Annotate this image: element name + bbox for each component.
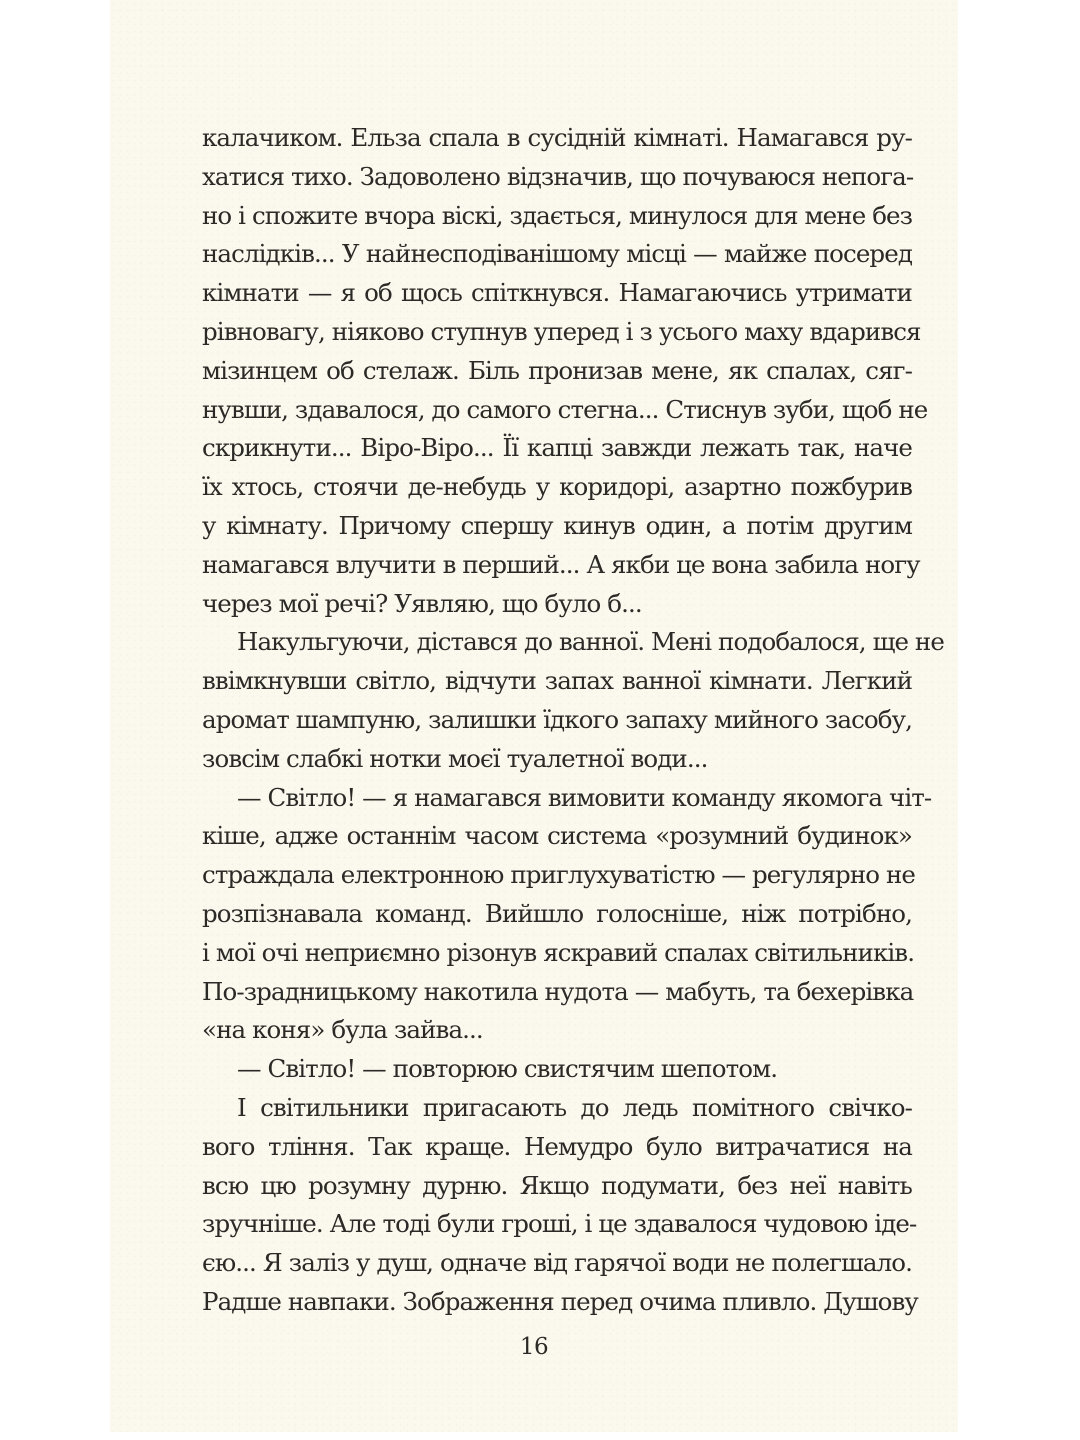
text-line: но і спожите вчора віскі, здається, минулося для мене без <box>202 200 913 230</box>
text-line: аромат шампуню, залишки їдкого запаху мийного засобу, <box>202 704 912 734</box>
text-line: нувши, здавалося, до самого стегна... Стиснув зуби, щоб не <box>202 394 928 424</box>
text-line: їх хтось, стоячи де-небудь у коридорі, азартно пожбурив <box>202 472 912 502</box>
text-line: наслідків... У найнесподіванішому місці — майже посеред <box>202 239 912 269</box>
text-line: — Світло! — повторюю свистячим шепотом. <box>237 1054 778 1084</box>
text-line: Накульгуючи, дістався до ванної. Мені подобалося, ще не <box>237 627 944 657</box>
text-line: мізинцем об стелаж. Біль пронизав мене, як спалах, сяг- <box>202 355 912 385</box>
text-line: калачиком. Ельза спала в сусідній кімнаті. Намагався ру- <box>202 123 912 152</box>
text-line: хатися тихо. Задоволено відзначив, що почуваюся непога- <box>202 161 914 191</box>
text-line: всю цю розумну дурню. Якщо подумати, без неї навіть <box>202 1170 912 1200</box>
text-line: страждала електронною приглухуватістю — регулярно не <box>202 860 916 890</box>
page-number: 16 <box>519 1334 549 1360</box>
text-line: Радше навпаки. Зображення перед очима пливло. Душову <box>202 1286 918 1316</box>
text-line: і мої очі неприємно різонув яскравий спалах світильників. <box>202 937 915 967</box>
book-page <box>110 0 958 1432</box>
text-line: через мої речі? Уявляю, що було б... <box>202 588 642 618</box>
text-line: єю... Я заліз у душ, одначе від гарячої води не полегшало. <box>202 1248 912 1278</box>
text-line: По-зрадницькому накотила нудота — мабуть, та бехерівка <box>202 976 914 1006</box>
text-line: ввімкнувши світло, відчути запах ванної кімнати. Легкий <box>202 666 912 696</box>
text-line: вого тління. Так краще. Немудро було витрачатися на <box>202 1131 912 1161</box>
text-line: розпізнавала команд. Вийшло голосніше, ніж потрібно, <box>202 898 912 928</box>
text-line: кімнати — я об щось спіткнувся. Намагаючись утримати <box>202 278 912 308</box>
text-line: «на коня» була зайва... <box>202 1015 483 1045</box>
text-line: зручніше. Але тоді були гроші, і це здавалося чудовою іде- <box>202 1209 917 1239</box>
text-line: — Світло! — я намагався вимовити команду якомога чіт- <box>237 782 932 812</box>
text-line: намагався влучити в перший... А якби це вона забила ногу <box>202 549 920 579</box>
text-line: скрикнути... Віро-Віро... Її капці завжди лежать так, наче <box>202 433 912 463</box>
text-line: рівновагу, ніяково ступнув уперед і з усього маху вдарився <box>202 316 921 346</box>
body-text <box>202 119 944 1322</box>
text-line: зовсім слабкі нотки моєї туалетної води... <box>202 743 708 773</box>
text-line: І світильники пригасають до ледь помітного свічко- <box>237 1092 912 1122</box>
text-line: кіше, адже останнім часом система «розумний будинок» <box>202 821 912 851</box>
text-line: у кімнату. Причому спершу кинув один, а потім другим <box>202 510 912 540</box>
